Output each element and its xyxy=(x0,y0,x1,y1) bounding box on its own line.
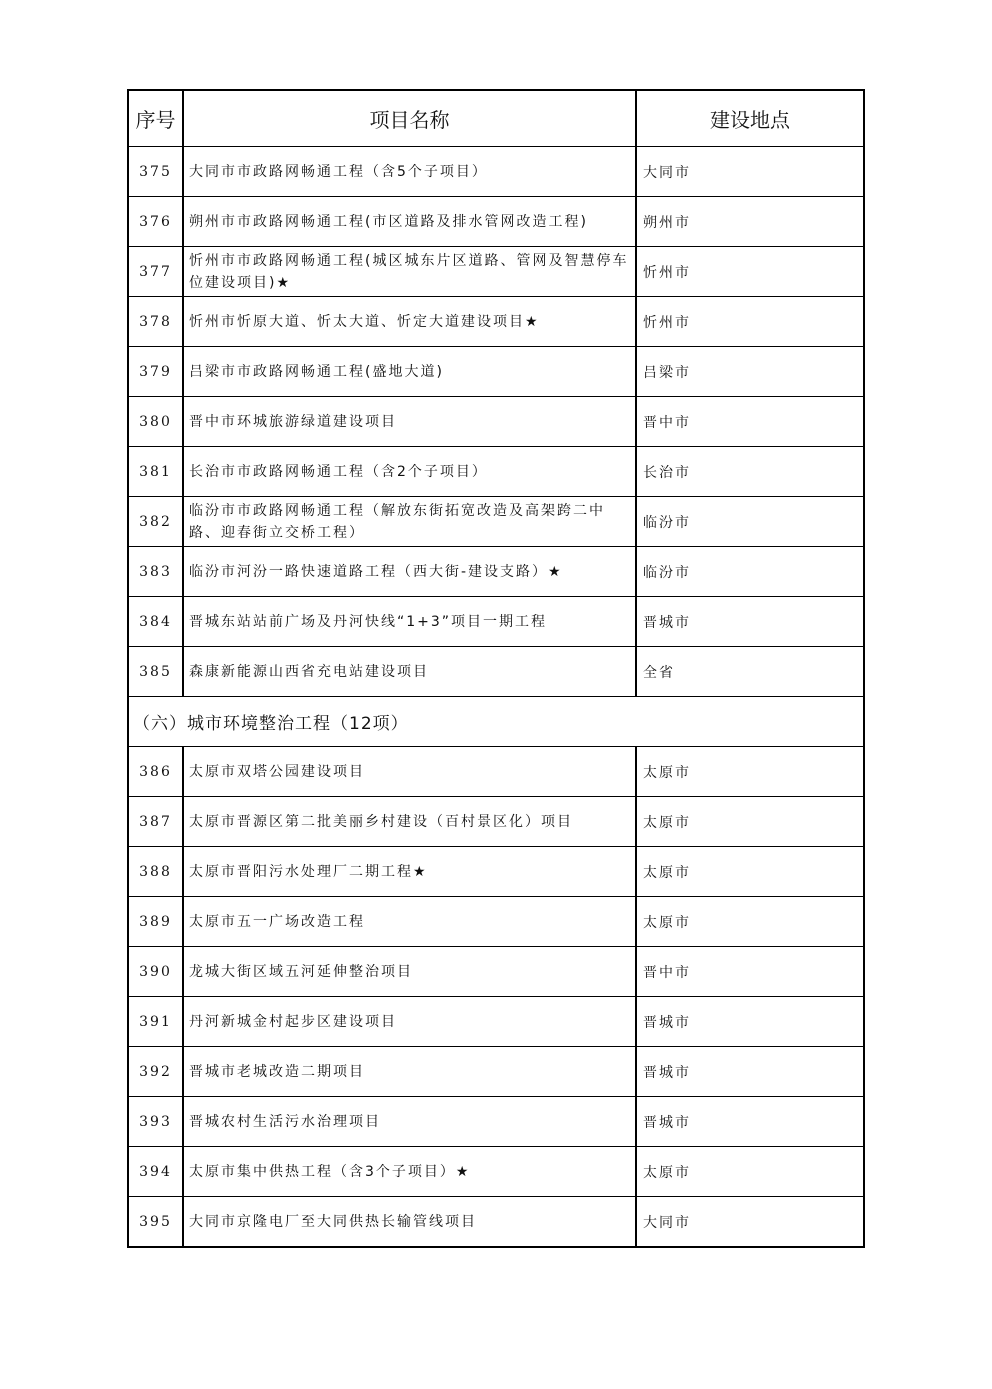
project-name-cell: 长治市市政路网畅通工程（含2个子项目） xyxy=(183,447,636,497)
serial-number-cell: 375 xyxy=(128,147,183,197)
table-row xyxy=(128,497,864,547)
project-name-cell: 大同市京隆电厂至大同供热长输管线项目 xyxy=(183,1197,636,1248)
location-cell: 临汾市 xyxy=(636,497,864,547)
location-cell: 临汾市 xyxy=(636,547,864,597)
project-name-cell: 临汾市河汾一路快速道路工程（西大街-建设支路）★ xyxy=(183,547,636,597)
table-row xyxy=(128,947,864,997)
location-cell: 长治市 xyxy=(636,447,864,497)
table-row xyxy=(128,897,864,947)
serial-number-cell: 391 xyxy=(128,997,183,1047)
location-cell: 晋城市 xyxy=(636,1047,864,1097)
table-body xyxy=(128,147,864,1248)
header-location: 建设地点 xyxy=(636,90,864,147)
serial-number-cell: 385 xyxy=(128,647,183,697)
serial-number-cell: 390 xyxy=(128,947,183,997)
location-cell: 晋城市 xyxy=(636,1097,864,1147)
project-name-cell: 大同市市政路网畅通工程（含5个子项目） xyxy=(183,147,636,197)
table-row xyxy=(128,547,864,597)
location-cell: 忻州市 xyxy=(636,297,864,347)
location-cell: 晋城市 xyxy=(636,597,864,647)
table-row xyxy=(128,647,864,697)
table-row xyxy=(128,447,864,497)
project-name-cell: 吕梁市市政路网畅通工程(盛地大道) xyxy=(183,347,636,397)
table-row xyxy=(128,147,864,197)
section-header-row xyxy=(128,697,864,747)
header-serial-number: 序号 xyxy=(128,90,183,147)
location-cell: 太原市 xyxy=(636,797,864,847)
table-row xyxy=(128,847,864,897)
section-title: （六）城市环境整治工程（12项） xyxy=(128,697,864,747)
location-cell: 晋中市 xyxy=(636,947,864,997)
location-cell: 吕梁市 xyxy=(636,347,864,397)
serial-number-cell: 383 xyxy=(128,547,183,597)
project-name-cell: 丹河新城金村起步区建设项目 xyxy=(183,997,636,1047)
project-name-cell: 太原市双塔公园建设项目 xyxy=(183,747,636,797)
table-row xyxy=(128,797,864,847)
project-name-cell: 晋城农村生活污水治理项目 xyxy=(183,1097,636,1147)
project-name-cell: 太原市晋源区第二批美丽乡村建设（百村景区化）项目 xyxy=(183,797,636,847)
serial-number-cell: 382 xyxy=(128,497,183,547)
location-cell: 全省 xyxy=(636,647,864,697)
table-row xyxy=(128,347,864,397)
project-name-cell: 朔州市市政路网畅通工程(市区道路及排水管网改造工程) xyxy=(183,197,636,247)
table-row xyxy=(128,397,864,447)
table-row xyxy=(128,747,864,797)
serial-number-cell: 393 xyxy=(128,1097,183,1147)
table-row xyxy=(128,1197,864,1248)
project-name-cell: 晋城东站站前广场及丹河快线“1+3”项目一期工程 xyxy=(183,597,636,647)
serial-number-cell: 384 xyxy=(128,597,183,647)
project-name-cell: 森康新能源山西省充电站建设项目 xyxy=(183,647,636,697)
location-cell: 忻州市 xyxy=(636,247,864,297)
serial-number-cell: 379 xyxy=(128,347,183,397)
serial-number-cell: 389 xyxy=(128,897,183,947)
table-row xyxy=(128,597,864,647)
location-cell: 大同市 xyxy=(636,1197,864,1248)
table-row xyxy=(128,1097,864,1147)
table-row xyxy=(128,1147,864,1197)
project-name-cell: 太原市晋阳污水处理厂二期工程★ xyxy=(183,847,636,897)
header-project-name: 项目名称 xyxy=(183,90,636,147)
project-name-cell: 晋城市老城改造二期项目 xyxy=(183,1047,636,1097)
project-name-cell: 太原市五一广场改造工程 xyxy=(183,897,636,947)
project-name-cell: 太原市集中供热工程（含3个子项目）★ xyxy=(183,1147,636,1197)
location-cell: 晋城市 xyxy=(636,997,864,1047)
project-table xyxy=(127,89,865,1248)
serial-number-cell: 392 xyxy=(128,1047,183,1097)
serial-number-cell: 376 xyxy=(128,197,183,247)
serial-number-cell: 377 xyxy=(128,247,183,297)
project-name-cell: 晋中市环城旅游绿道建设项目 xyxy=(183,397,636,447)
serial-number-cell: 387 xyxy=(128,797,183,847)
serial-number-cell: 386 xyxy=(128,747,183,797)
serial-number-cell: 388 xyxy=(128,847,183,897)
location-cell: 大同市 xyxy=(636,147,864,197)
table-row xyxy=(128,297,864,347)
table-row xyxy=(128,247,864,297)
table-row xyxy=(128,997,864,1047)
project-name-cell: 龙城大街区域五河延伸整治项目 xyxy=(183,947,636,997)
table-row xyxy=(128,1047,864,1097)
serial-number-cell: 394 xyxy=(128,1147,183,1197)
location-cell: 太原市 xyxy=(636,1147,864,1197)
location-cell: 朔州市 xyxy=(636,197,864,247)
location-cell: 太原市 xyxy=(636,747,864,797)
table-row xyxy=(128,197,864,247)
serial-number-cell: 380 xyxy=(128,397,183,447)
location-cell: 太原市 xyxy=(636,847,864,897)
location-cell: 太原市 xyxy=(636,897,864,947)
project-name-cell: 忻州市市政路网畅通工程(城区城东片区道路、管网及智慧停车位建设项目)★ xyxy=(183,247,636,297)
serial-number-cell: 378 xyxy=(128,297,183,347)
table-header-row xyxy=(128,90,864,147)
serial-number-cell: 381 xyxy=(128,447,183,497)
location-cell: 晋中市 xyxy=(636,397,864,447)
project-name-cell: 临汾市市政路网畅通工程（解放东街拓宽改造及高架跨二中路、迎春街立交桥工程） xyxy=(183,497,636,547)
serial-number-cell: 395 xyxy=(128,1197,183,1248)
project-name-cell: 忻州市忻原大道、忻太大道、忻定大道建设项目★ xyxy=(183,297,636,347)
